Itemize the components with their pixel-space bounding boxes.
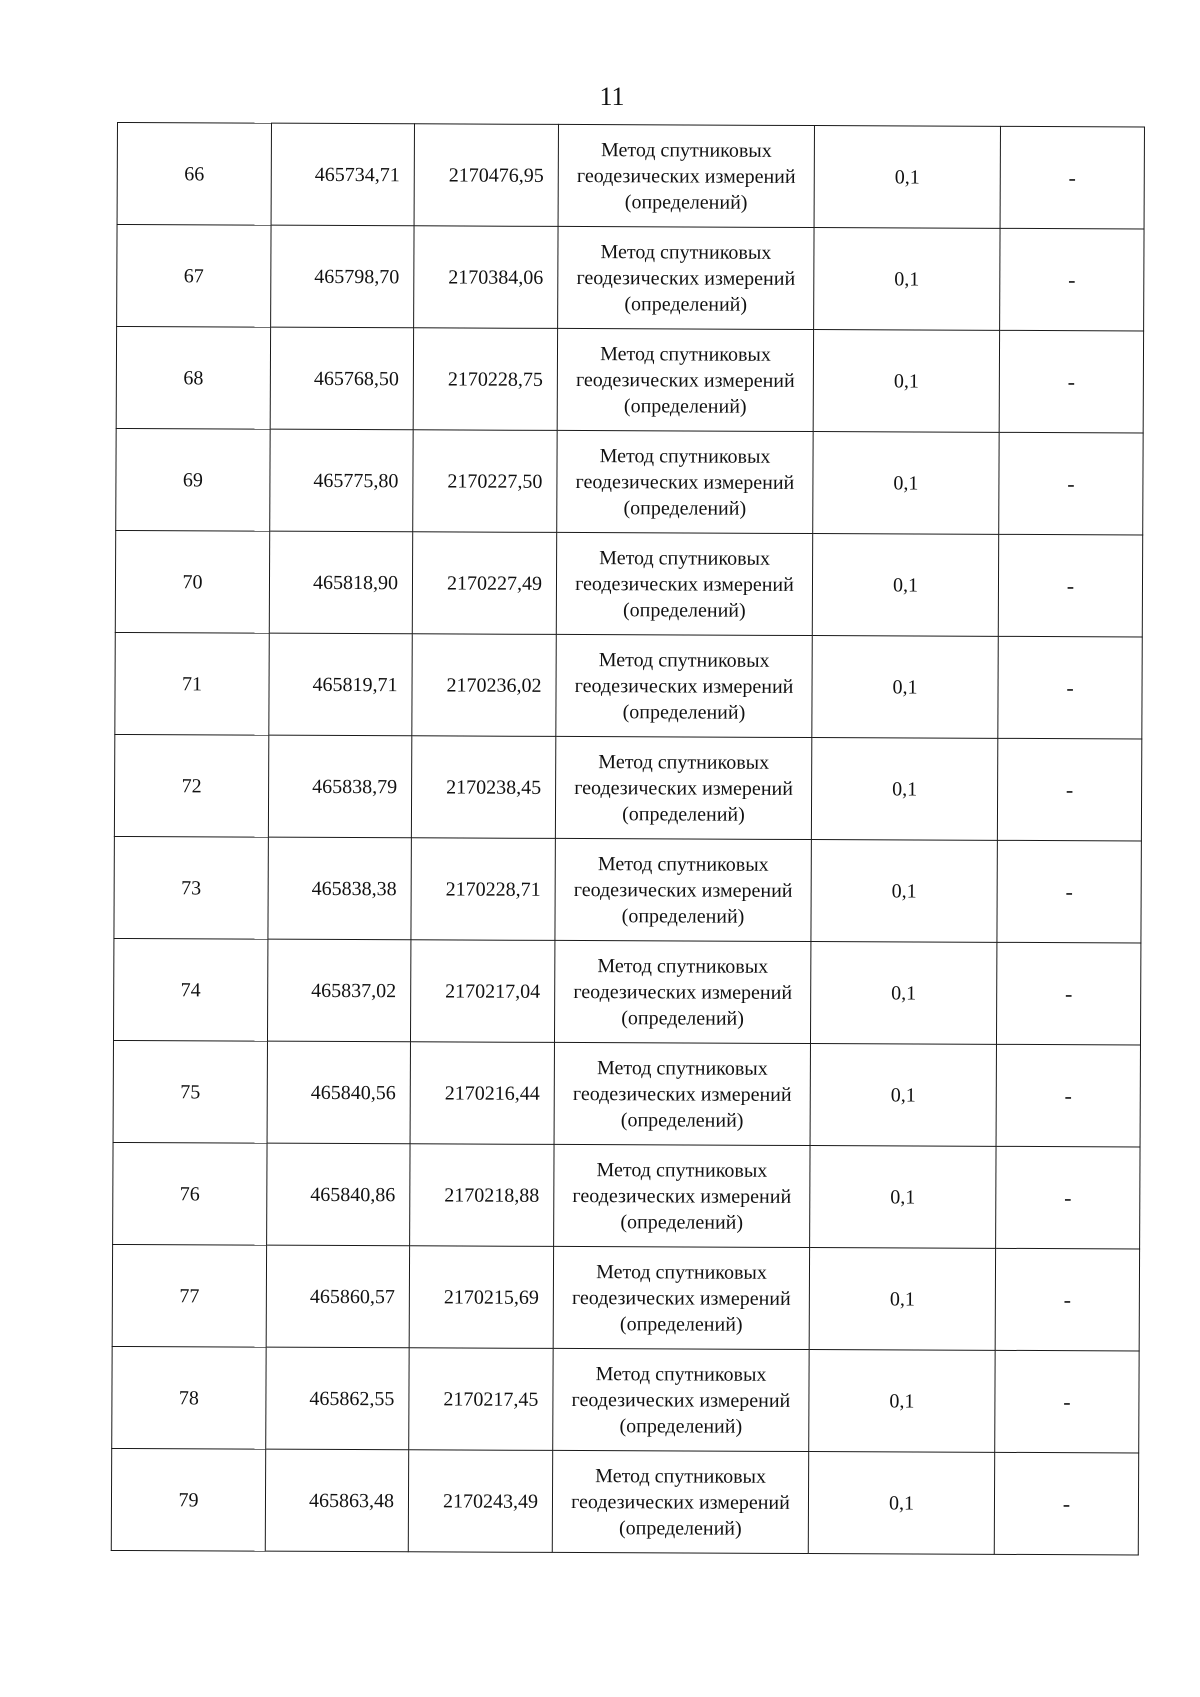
method-cell <box>558 226 814 329</box>
table-row <box>112 1346 1139 1452</box>
x-coordinate-cell: 465734,71 <box>271 123 414 226</box>
method-line: геодезических измерений <box>574 776 794 800</box>
accuracy-cell: 0,1 <box>809 1350 995 1453</box>
method-line: Метод спутниковых <box>600 342 771 366</box>
table-row <box>113 1142 1140 1248</box>
method-line: Метод спутниковых <box>596 1056 768 1080</box>
accuracy-cell: 0,1 <box>810 1146 996 1249</box>
note-cell: - <box>999 330 1143 433</box>
method-cell <box>555 838 811 941</box>
x-coordinate-cell: 465818,90 <box>269 531 412 634</box>
method-line: Метод спутниковых <box>599 546 771 570</box>
method-line: Метод спутниковых <box>598 648 770 672</box>
x-coordinate-cell: 465863,48 <box>265 1449 408 1552</box>
method-line: геодезических измерений <box>571 1388 791 1412</box>
point-number-cell: 68 <box>116 327 270 430</box>
method-line: (определений) <box>618 1516 742 1540</box>
method-line: (определений) <box>619 1312 743 1336</box>
note-cell: - <box>997 738 1141 841</box>
point-number-cell: 78 <box>112 1346 266 1449</box>
note-cell: - <box>999 432 1143 535</box>
note-cell: - <box>998 534 1142 637</box>
method-line: геодезических измерений <box>575 368 795 392</box>
x-coordinate-cell: 465775,80 <box>270 429 413 532</box>
method-line: (определений) <box>620 1210 744 1234</box>
point-number-cell: 67 <box>117 225 271 328</box>
method-line: геодезических измерений <box>575 572 794 596</box>
method-line: (определений) <box>623 496 747 520</box>
y-coordinate-cell: 2170476,95 <box>414 124 558 227</box>
x-coordinate-cell: 465819,71 <box>269 633 412 736</box>
method-line: Метод спутниковых <box>596 1158 768 1182</box>
note-cell: - <box>996 1044 1140 1147</box>
point-number-cell: 75 <box>113 1040 267 1143</box>
point-number-cell: 69 <box>116 428 270 531</box>
y-coordinate-cell: 2170228,71 <box>411 838 555 941</box>
method-cell <box>553 1348 809 1451</box>
method-line: геодезических измерений <box>573 980 793 1004</box>
method-cell <box>557 430 813 533</box>
method-line: Метод спутниковых <box>596 1260 767 1284</box>
note-cell: - <box>995 1350 1139 1453</box>
x-coordinate-cell: 465837,02 <box>267 939 410 1042</box>
table-row <box>117 225 1144 331</box>
method-cell <box>558 124 814 227</box>
method-line: Метод спутниковых <box>600 138 772 162</box>
point-number-cell: 70 <box>115 530 269 633</box>
method-cell <box>554 940 810 1043</box>
x-coordinate-cell: 465840,56 <box>267 1041 410 1144</box>
y-coordinate-cell: 2170384,06 <box>414 226 558 329</box>
accuracy-cell: 0,1 <box>814 126 1000 229</box>
method-cell <box>556 634 812 737</box>
point-number-cell: 66 <box>117 123 271 226</box>
y-coordinate-cell: 2170243,49 <box>408 1450 552 1553</box>
x-coordinate-cell: 465768,50 <box>270 327 413 430</box>
method-line: геодезических измерений <box>571 1490 790 1514</box>
x-coordinate-cell: 465840,86 <box>267 1143 410 1246</box>
table-row <box>116 327 1143 433</box>
table-row <box>117 123 1144 229</box>
method-line: геодезических измерений <box>573 878 793 902</box>
method-cell <box>553 1246 809 1349</box>
x-coordinate-cell: 465860,57 <box>266 1245 409 1348</box>
method-line: (определений) <box>622 802 745 826</box>
method-cell <box>556 532 812 635</box>
note-cell: - <box>998 636 1142 739</box>
y-coordinate-cell: 2170217,45 <box>409 1348 553 1451</box>
table-row <box>114 836 1141 942</box>
accuracy-cell: 0,1 <box>810 1044 996 1147</box>
table-row <box>111 1448 1138 1554</box>
table-body <box>111 123 1144 1555</box>
note-cell: - <box>996 1146 1140 1249</box>
y-coordinate-cell: 2170227,49 <box>412 532 556 635</box>
point-number-cell: 76 <box>113 1142 267 1245</box>
method-line: (определений) <box>621 1006 744 1030</box>
method-line: (определений) <box>624 190 748 214</box>
accuracy-cell: 0,1 <box>813 432 999 535</box>
method-line: (определений) <box>620 1108 744 1132</box>
method-cell <box>552 1450 808 1553</box>
y-coordinate-cell: 2170217,04 <box>410 940 554 1043</box>
point-number-cell: 72 <box>114 734 268 837</box>
x-coordinate-cell: 465838,38 <box>268 837 411 940</box>
method-line: геодезических измерений <box>574 674 794 698</box>
method-line: (определений) <box>624 292 748 316</box>
method-line: Метод спутниковых <box>598 750 770 774</box>
method-line: Метод спутниковых <box>597 954 769 978</box>
table-row <box>115 530 1142 636</box>
method-line: (определений) <box>623 598 746 622</box>
point-number-cell: 79 <box>111 1448 265 1551</box>
accuracy-cell: 0,1 <box>808 1452 994 1555</box>
method-cell <box>554 1042 810 1145</box>
method-line: геодезических измерений <box>575 470 795 494</box>
x-coordinate-cell: 465862,55 <box>266 1347 409 1450</box>
method-line: Метод спутниковых <box>600 240 772 264</box>
table-row <box>114 734 1141 840</box>
method-line: (определений) <box>621 904 745 928</box>
accuracy-cell: 0,1 <box>811 738 997 841</box>
y-coordinate-cell: 2170238,45 <box>411 736 555 839</box>
page-number: 11 <box>599 82 625 111</box>
table-row <box>115 632 1142 738</box>
accuracy-cell: 0,1 <box>811 840 997 943</box>
method-line: (определений) <box>619 1414 743 1438</box>
method-line: геодезических измерений <box>576 266 796 290</box>
point-number-cell: 71 <box>115 632 269 735</box>
method-line: (определений) <box>623 394 747 418</box>
table-row <box>112 1244 1139 1350</box>
note-cell: - <box>1000 228 1144 331</box>
x-coordinate-cell: 465798,70 <box>271 225 414 328</box>
point-number-cell: 74 <box>113 938 267 1041</box>
table-row <box>113 1040 1140 1146</box>
table-row <box>116 428 1143 534</box>
note-cell: - <box>995 1248 1139 1351</box>
method-line: Метод спутниковых <box>595 1362 767 1386</box>
method-line: Метод спутниковых <box>597 852 769 876</box>
x-coordinate-cell: 465838,79 <box>268 735 411 838</box>
method-cell <box>555 736 811 839</box>
accuracy-cell: 0,1 <box>810 942 996 1045</box>
y-coordinate-cell: 2170236,02 <box>412 634 556 737</box>
y-coordinate-cell: 2170215,69 <box>409 1246 553 1349</box>
method-line: (определений) <box>622 700 746 724</box>
method-line: геодезических измерений <box>572 1082 792 1106</box>
accuracy-cell: 0,1 <box>813 330 999 433</box>
method-line: геодезических измерений <box>571 1286 791 1310</box>
table-row <box>113 938 1140 1044</box>
method-line: Метод спутниковых <box>599 444 771 468</box>
method-line: геодезических измерений <box>572 1184 792 1208</box>
method-cell <box>554 1144 810 1247</box>
method-line: Метод спутниковых <box>595 1464 767 1488</box>
note-cell: - <box>996 942 1140 1045</box>
accuracy-cell: 0,1 <box>814 228 1000 331</box>
y-coordinate-cell: 2170216,44 <box>410 1042 554 1145</box>
y-coordinate-cell: 2170227,50 <box>413 430 557 533</box>
method-line: геодезических измерений <box>576 164 796 188</box>
accuracy-cell: 0,1 <box>809 1248 995 1351</box>
note-cell: - <box>997 840 1141 943</box>
accuracy-cell: 0,1 <box>812 534 998 637</box>
y-coordinate-cell: 2170228,75 <box>413 328 557 431</box>
point-number-cell: 77 <box>112 1244 266 1347</box>
note-cell: - <box>1000 126 1144 229</box>
method-cell <box>557 328 813 431</box>
accuracy-cell: 0,1 <box>812 636 998 739</box>
point-number-cell: 73 <box>114 836 268 939</box>
y-coordinate-cell: 2170218,88 <box>410 1144 554 1247</box>
note-cell: - <box>994 1452 1138 1555</box>
coordinates-table <box>111 122 1145 1555</box>
